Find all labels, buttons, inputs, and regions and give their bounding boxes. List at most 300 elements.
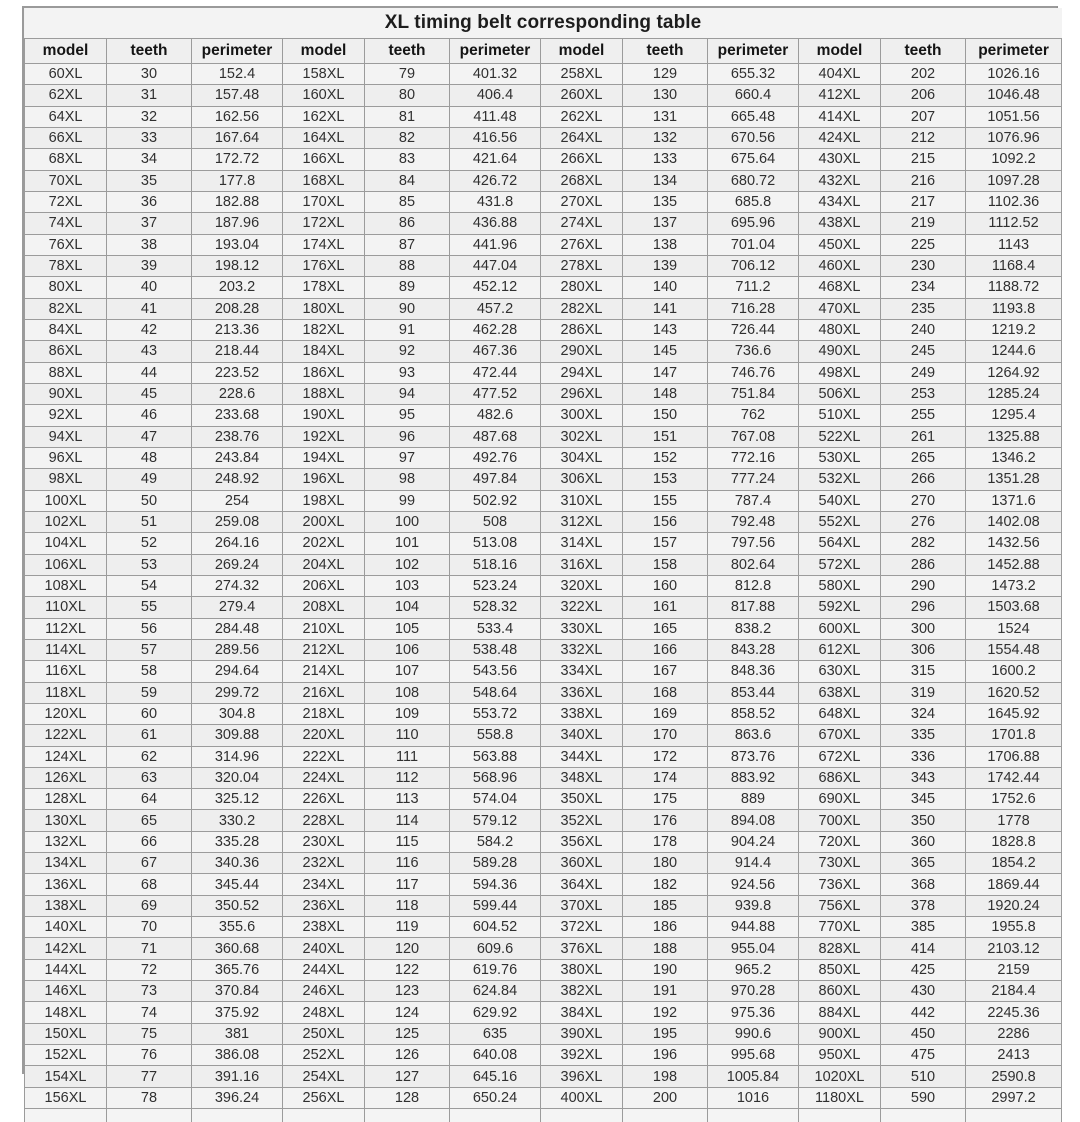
table-row [25, 853, 1062, 874]
page-title: XL timing belt corresponding table [25, 8, 1062, 39]
cell-model-24-0: 108XL [25, 575, 107, 596]
cell-teeth-35-1: 65 [107, 810, 192, 831]
cell-teeth-6-7: 135 [623, 191, 708, 212]
cell-perimeter-37-11: 1854.2 [966, 853, 1062, 874]
cell-teeth-12-7: 143 [623, 319, 708, 340]
cell-perimeter-34-5: 574.04 [450, 789, 541, 810]
cell-teeth-48-7: 200 [623, 1087, 708, 1108]
cell-teeth-20-7: 155 [623, 490, 708, 511]
cell-teeth-48-10: 590 [881, 1087, 966, 1108]
table-row [25, 533, 1062, 554]
cell-model-23-0: 106XL [25, 554, 107, 575]
cell-perimeter-43-11: 2184.4 [966, 981, 1062, 1002]
cell-teeth-39-1: 69 [107, 895, 192, 916]
cell-model-16-0: 92XL [25, 405, 107, 426]
cell-teeth-28-4: 107 [365, 661, 450, 682]
cell-perimeter-28-11: 1600.2 [966, 661, 1062, 682]
cell-teeth-40-7: 186 [623, 917, 708, 938]
cell-model-43-0: 146XL [25, 981, 107, 1002]
cell-perimeter-7-11: 1112.52 [966, 213, 1062, 234]
cell-model-45-3: 250XL [283, 1023, 365, 1044]
cell-model-40-9: 770XL [799, 917, 881, 938]
cell-perimeter-19-5: 497.84 [450, 469, 541, 490]
cell-perimeter-25-5: 528.32 [450, 597, 541, 618]
cell-teeth-11-7: 141 [623, 298, 708, 319]
table-row [25, 426, 1062, 447]
cell-teeth-37-7: 180 [623, 853, 708, 874]
table-row [25, 682, 1062, 703]
cell-perimeter-36-11: 1828.8 [966, 831, 1062, 852]
cell-teeth-13-1: 43 [107, 341, 192, 362]
cell-teeth-17-10: 261 [881, 426, 966, 447]
cell-teeth-3-10: 212 [881, 127, 966, 148]
cell-teeth-14-4: 93 [365, 362, 450, 383]
cell-teeth-17-7: 151 [623, 426, 708, 447]
cell-teeth-30-7: 169 [623, 703, 708, 724]
cell-teeth-25-1: 55 [107, 597, 192, 618]
cell-teeth-18-1: 48 [107, 447, 192, 468]
cell-perimeter-25-11: 1503.68 [966, 597, 1062, 618]
column-header-perimeter-2: perimeter [192, 39, 283, 64]
table-row [25, 554, 1062, 575]
cell-teeth-10-4: 89 [365, 277, 450, 298]
cell-model-10-3: 178XL [283, 277, 365, 298]
cell-model-40-3: 238XL [283, 917, 365, 938]
cell-perimeter-2-2: 162.56 [192, 106, 283, 127]
cell-model-0-3: 158XL [283, 64, 365, 85]
cell-teeth-9-4: 88 [365, 255, 450, 276]
cell-teeth-33-4: 112 [365, 767, 450, 788]
cell-teeth-47-4: 127 [365, 1066, 450, 1087]
cell-teeth-24-1: 54 [107, 575, 192, 596]
cell-teeth-29-4: 108 [365, 682, 450, 703]
cell-teeth-26-10: 300 [881, 618, 966, 639]
cell-model-37-3: 232XL [283, 853, 365, 874]
table-row [25, 191, 1062, 212]
cell-perimeter-4-2: 172.72 [192, 149, 283, 170]
cell-model-36-3: 230XL [283, 831, 365, 852]
cell-teeth-19-10: 266 [881, 469, 966, 490]
table-row [25, 938, 1062, 959]
cell-perimeter-27-11: 1554.48 [966, 639, 1062, 660]
cell-perimeter-40-11: 1955.8 [966, 917, 1062, 938]
cell-model-8-3: 174XL [283, 234, 365, 255]
cell-model-32-3: 222XL [283, 746, 365, 767]
cell-perimeter-0-11: 1026.16 [966, 64, 1062, 85]
cell-model-24-6: 320XL [541, 575, 623, 596]
cell-perimeter-45-8: 990.6 [708, 1023, 799, 1044]
cell-model-27-0: 114XL [25, 639, 107, 660]
cell-teeth-39-4: 118 [365, 895, 450, 916]
cell-model-8-0: 76XL [25, 234, 107, 255]
cell-teeth-44-7: 192 [623, 1002, 708, 1023]
cell-perimeter-7-2: 187.96 [192, 213, 283, 234]
cell-perimeter-19-8: 777.24 [708, 469, 799, 490]
cell-model-20-9: 540XL [799, 490, 881, 511]
cell-model-2-6: 262XL [541, 106, 623, 127]
cell-perimeter-13-5: 467.36 [450, 341, 541, 362]
cell-model-20-0: 100XL [25, 490, 107, 511]
empty-cell [623, 1109, 708, 1122]
cell-model-41-9: 828XL [799, 938, 881, 959]
cell-teeth-1-4: 80 [365, 85, 450, 106]
cell-model-43-6: 382XL [541, 981, 623, 1002]
cell-model-10-0: 80XL [25, 277, 107, 298]
cell-model-46-9: 950XL [799, 1045, 881, 1066]
cell-teeth-4-7: 133 [623, 149, 708, 170]
cell-model-12-0: 84XL [25, 319, 107, 340]
cell-perimeter-11-2: 208.28 [192, 298, 283, 319]
table-row [25, 874, 1062, 895]
cell-perimeter-35-2: 330.2 [192, 810, 283, 831]
cell-model-17-3: 192XL [283, 426, 365, 447]
table-row [25, 639, 1062, 660]
cell-model-6-3: 170XL [283, 191, 365, 212]
cell-teeth-19-1: 49 [107, 469, 192, 490]
cell-perimeter-11-8: 716.28 [708, 298, 799, 319]
cell-teeth-3-7: 132 [623, 127, 708, 148]
cell-perimeter-21-8: 792.48 [708, 511, 799, 532]
empty-cell [25, 1109, 107, 1122]
cell-teeth-32-10: 336 [881, 746, 966, 767]
cell-model-24-3: 206XL [283, 575, 365, 596]
cell-model-3-6: 264XL [541, 127, 623, 148]
table-row [25, 1023, 1062, 1044]
cell-perimeter-25-2: 279.4 [192, 597, 283, 618]
cell-teeth-23-1: 53 [107, 554, 192, 575]
cell-model-35-9: 700XL [799, 810, 881, 831]
cell-perimeter-27-2: 289.56 [192, 639, 283, 660]
cell-perimeter-5-5: 426.72 [450, 170, 541, 191]
cell-perimeter-44-8: 975.36 [708, 1002, 799, 1023]
cell-model-44-0: 148XL [25, 1002, 107, 1023]
cell-model-19-0: 98XL [25, 469, 107, 490]
cell-teeth-8-1: 38 [107, 234, 192, 255]
table-row [25, 703, 1062, 724]
cell-perimeter-36-2: 335.28 [192, 831, 283, 852]
cell-model-7-3: 172XL [283, 213, 365, 234]
cell-model-12-3: 182XL [283, 319, 365, 340]
cell-model-25-0: 110XL [25, 597, 107, 618]
cell-perimeter-23-2: 269.24 [192, 554, 283, 575]
cell-perimeter-26-11: 1524 [966, 618, 1062, 639]
cell-perimeter-2-11: 1051.56 [966, 106, 1062, 127]
cell-teeth-45-1: 75 [107, 1023, 192, 1044]
cell-perimeter-28-2: 294.64 [192, 661, 283, 682]
cell-teeth-25-4: 104 [365, 597, 450, 618]
cell-perimeter-28-8: 848.36 [708, 661, 799, 682]
cell-teeth-15-4: 94 [365, 383, 450, 404]
cell-model-9-3: 176XL [283, 255, 365, 276]
cell-model-16-3: 190XL [283, 405, 365, 426]
cell-model-42-3: 244XL [283, 959, 365, 980]
cell-model-12-6: 286XL [541, 319, 623, 340]
cell-teeth-34-10: 345 [881, 789, 966, 810]
cell-teeth-37-1: 67 [107, 853, 192, 874]
cell-model-27-3: 212XL [283, 639, 365, 660]
cell-teeth-29-1: 59 [107, 682, 192, 703]
cell-teeth-36-10: 360 [881, 831, 966, 852]
cell-teeth-44-1: 74 [107, 1002, 192, 1023]
cell-model-11-9: 470XL [799, 298, 881, 319]
cell-teeth-39-7: 185 [623, 895, 708, 916]
cell-teeth-33-1: 63 [107, 767, 192, 788]
table-row [25, 1066, 1062, 1087]
cell-teeth-12-1: 42 [107, 319, 192, 340]
cell-model-6-0: 72XL [25, 191, 107, 212]
cell-teeth-26-7: 165 [623, 618, 708, 639]
cell-teeth-5-7: 134 [623, 170, 708, 191]
empty-cell [708, 1109, 799, 1122]
cell-teeth-44-4: 124 [365, 1002, 450, 1023]
cell-model-18-6: 304XL [541, 447, 623, 468]
cell-model-4-0: 68XL [25, 149, 107, 170]
cell-teeth-5-10: 216 [881, 170, 966, 191]
cell-teeth-4-1: 34 [107, 149, 192, 170]
cell-perimeter-37-8: 914.4 [708, 853, 799, 874]
cell-model-34-3: 226XL [283, 789, 365, 810]
cell-teeth-43-1: 73 [107, 981, 192, 1002]
cell-teeth-38-4: 117 [365, 874, 450, 895]
cell-teeth-33-7: 174 [623, 767, 708, 788]
cell-model-39-6: 370XL [541, 895, 623, 916]
column-header-model-9: model [799, 39, 881, 64]
cell-perimeter-15-11: 1285.24 [966, 383, 1062, 404]
cell-perimeter-12-8: 726.44 [708, 319, 799, 340]
cell-perimeter-42-5: 619.76 [450, 959, 541, 980]
table-row [25, 469, 1062, 490]
cell-perimeter-23-11: 1452.88 [966, 554, 1062, 575]
cell-model-21-0: 102XL [25, 511, 107, 532]
cell-perimeter-44-11: 2245.36 [966, 1002, 1062, 1023]
cell-model-31-0: 122XL [25, 725, 107, 746]
table-row [25, 298, 1062, 319]
cell-teeth-23-4: 102 [365, 554, 450, 575]
cell-model-44-6: 384XL [541, 1002, 623, 1023]
cell-perimeter-18-5: 492.76 [450, 447, 541, 468]
cell-perimeter-33-2: 320.04 [192, 767, 283, 788]
cell-teeth-6-1: 36 [107, 191, 192, 212]
cell-model-48-3: 256XL [283, 1087, 365, 1108]
cell-teeth-19-4: 98 [365, 469, 450, 490]
cell-teeth-39-10: 378 [881, 895, 966, 916]
cell-model-13-6: 290XL [541, 341, 623, 362]
cell-model-3-0: 66XL [25, 127, 107, 148]
cell-perimeter-47-11: 2590.8 [966, 1066, 1062, 1087]
cell-model-7-6: 274XL [541, 213, 623, 234]
table-row [25, 106, 1062, 127]
cell-perimeter-11-5: 457.2 [450, 298, 541, 319]
cell-teeth-40-1: 70 [107, 917, 192, 938]
cell-perimeter-15-2: 228.6 [192, 383, 283, 404]
table-row [25, 895, 1062, 916]
cell-teeth-2-4: 81 [365, 106, 450, 127]
cell-teeth-12-10: 240 [881, 319, 966, 340]
cell-model-36-0: 132XL [25, 831, 107, 852]
cell-model-14-0: 88XL [25, 362, 107, 383]
table-row [25, 1087, 1062, 1108]
cell-teeth-7-1: 37 [107, 213, 192, 234]
cell-teeth-37-10: 365 [881, 853, 966, 874]
cell-model-24-9: 580XL [799, 575, 881, 596]
cell-model-4-6: 266XL [541, 149, 623, 170]
cell-model-32-9: 672XL [799, 746, 881, 767]
cell-model-42-9: 850XL [799, 959, 881, 980]
cell-perimeter-48-8: 1016 [708, 1087, 799, 1108]
cell-model-17-0: 94XL [25, 426, 107, 447]
cell-teeth-23-7: 158 [623, 554, 708, 575]
cell-perimeter-21-11: 1402.08 [966, 511, 1062, 532]
cell-teeth-40-10: 385 [881, 917, 966, 938]
cell-model-5-3: 168XL [283, 170, 365, 191]
cell-teeth-13-4: 92 [365, 341, 450, 362]
cell-teeth-40-4: 119 [365, 917, 450, 938]
cell-perimeter-1-11: 1046.48 [966, 85, 1062, 106]
cell-model-1-6: 260XL [541, 85, 623, 106]
cell-model-10-6: 280XL [541, 277, 623, 298]
cell-perimeter-33-5: 568.96 [450, 767, 541, 788]
cell-perimeter-15-8: 751.84 [708, 383, 799, 404]
cell-model-27-6: 332XL [541, 639, 623, 660]
cell-model-25-6: 322XL [541, 597, 623, 618]
cell-perimeter-14-11: 1264.92 [966, 362, 1062, 383]
cell-model-13-9: 490XL [799, 341, 881, 362]
cell-teeth-1-7: 130 [623, 85, 708, 106]
cell-teeth-42-7: 190 [623, 959, 708, 980]
table-row [25, 341, 1062, 362]
cell-perimeter-11-11: 1193.8 [966, 298, 1062, 319]
cell-teeth-28-7: 167 [623, 661, 708, 682]
cell-teeth-48-1: 78 [107, 1087, 192, 1108]
cell-teeth-15-10: 253 [881, 383, 966, 404]
cell-model-14-3: 186XL [283, 362, 365, 383]
table-row [25, 277, 1062, 298]
cell-teeth-16-10: 255 [881, 405, 966, 426]
cell-perimeter-23-8: 802.64 [708, 554, 799, 575]
cell-perimeter-12-2: 213.36 [192, 319, 283, 340]
cell-perimeter-1-8: 660.4 [708, 85, 799, 106]
cell-perimeter-35-5: 579.12 [450, 810, 541, 831]
cell-model-22-3: 202XL [283, 533, 365, 554]
table-row [25, 362, 1062, 383]
cell-perimeter-46-11: 2413 [966, 1045, 1062, 1066]
cell-teeth-35-4: 114 [365, 810, 450, 831]
cell-model-3-3: 164XL [283, 127, 365, 148]
cell-perimeter-41-11: 2103.12 [966, 938, 1062, 959]
cell-model-9-0: 78XL [25, 255, 107, 276]
cell-model-14-6: 294XL [541, 362, 623, 383]
table-row [25, 831, 1062, 852]
table-row [25, 170, 1062, 191]
cell-perimeter-6-8: 685.8 [708, 191, 799, 212]
cell-model-5-6: 268XL [541, 170, 623, 191]
cell-model-0-0: 60XL [25, 64, 107, 85]
cell-model-15-9: 506XL [799, 383, 881, 404]
cell-teeth-38-7: 182 [623, 874, 708, 895]
cell-teeth-14-1: 44 [107, 362, 192, 383]
cell-teeth-13-10: 245 [881, 341, 966, 362]
cell-teeth-43-7: 191 [623, 981, 708, 1002]
cell-teeth-8-7: 138 [623, 234, 708, 255]
cell-perimeter-14-8: 746.76 [708, 362, 799, 383]
cell-teeth-17-1: 47 [107, 426, 192, 447]
cell-perimeter-40-8: 944.88 [708, 917, 799, 938]
cell-perimeter-12-11: 1219.2 [966, 319, 1062, 340]
cell-perimeter-33-11: 1742.44 [966, 767, 1062, 788]
cell-perimeter-47-2: 391.16 [192, 1066, 283, 1087]
cell-perimeter-43-5: 624.84 [450, 981, 541, 1002]
cell-teeth-27-4: 106 [365, 639, 450, 660]
cell-teeth-17-4: 96 [365, 426, 450, 447]
cell-teeth-20-10: 270 [881, 490, 966, 511]
cell-teeth-14-10: 249 [881, 362, 966, 383]
empty-cell [881, 1109, 966, 1122]
cell-model-11-3: 180XL [283, 298, 365, 319]
cell-model-43-3: 246XL [283, 981, 365, 1002]
cell-model-4-9: 430XL [799, 149, 881, 170]
cell-model-48-6: 400XL [541, 1087, 623, 1108]
cell-model-39-3: 236XL [283, 895, 365, 916]
column-header-perimeter-8: perimeter [708, 39, 799, 64]
cell-teeth-2-7: 131 [623, 106, 708, 127]
cell-perimeter-38-8: 924.56 [708, 874, 799, 895]
cell-perimeter-0-2: 152.4 [192, 64, 283, 85]
cell-model-48-9: 1180XL [799, 1087, 881, 1108]
cell-model-35-0: 130XL [25, 810, 107, 831]
cell-perimeter-20-11: 1371.6 [966, 490, 1062, 511]
cell-teeth-7-10: 219 [881, 213, 966, 234]
table-row [25, 810, 1062, 831]
table-row [25, 746, 1062, 767]
cell-perimeter-13-8: 736.6 [708, 341, 799, 362]
cell-perimeter-9-2: 198.12 [192, 255, 283, 276]
cell-teeth-0-7: 129 [623, 64, 708, 85]
cell-teeth-33-10: 343 [881, 767, 966, 788]
cell-teeth-6-4: 85 [365, 191, 450, 212]
cell-model-43-9: 860XL [799, 981, 881, 1002]
table-row [25, 767, 1062, 788]
cell-teeth-11-1: 41 [107, 298, 192, 319]
cell-teeth-31-4: 110 [365, 725, 450, 746]
cell-model-3-9: 424XL [799, 127, 881, 148]
cell-perimeter-18-8: 772.16 [708, 447, 799, 468]
cell-teeth-29-10: 319 [881, 682, 966, 703]
empty-cell [192, 1109, 283, 1122]
cell-perimeter-40-2: 355.6 [192, 917, 283, 938]
cell-model-10-9: 468XL [799, 277, 881, 298]
cell-teeth-9-7: 139 [623, 255, 708, 276]
cell-model-47-6: 396XL [541, 1066, 623, 1087]
cell-model-14-9: 498XL [799, 362, 881, 383]
cell-perimeter-19-2: 248.92 [192, 469, 283, 490]
cell-model-13-0: 86XL [25, 341, 107, 362]
table-row [25, 213, 1062, 234]
empty-cell [799, 1109, 881, 1122]
cell-model-17-9: 522XL [799, 426, 881, 447]
cell-model-30-9: 648XL [799, 703, 881, 724]
cell-perimeter-24-8: 812.8 [708, 575, 799, 596]
cell-teeth-11-10: 235 [881, 298, 966, 319]
cell-teeth-38-1: 68 [107, 874, 192, 895]
cell-model-38-6: 364XL [541, 874, 623, 895]
cell-teeth-31-7: 170 [623, 725, 708, 746]
cell-model-37-9: 730XL [799, 853, 881, 874]
cell-teeth-1-10: 206 [881, 85, 966, 106]
table-row [25, 1002, 1062, 1023]
cell-teeth-36-4: 115 [365, 831, 450, 852]
cell-teeth-7-7: 137 [623, 213, 708, 234]
cell-teeth-46-1: 76 [107, 1045, 192, 1066]
